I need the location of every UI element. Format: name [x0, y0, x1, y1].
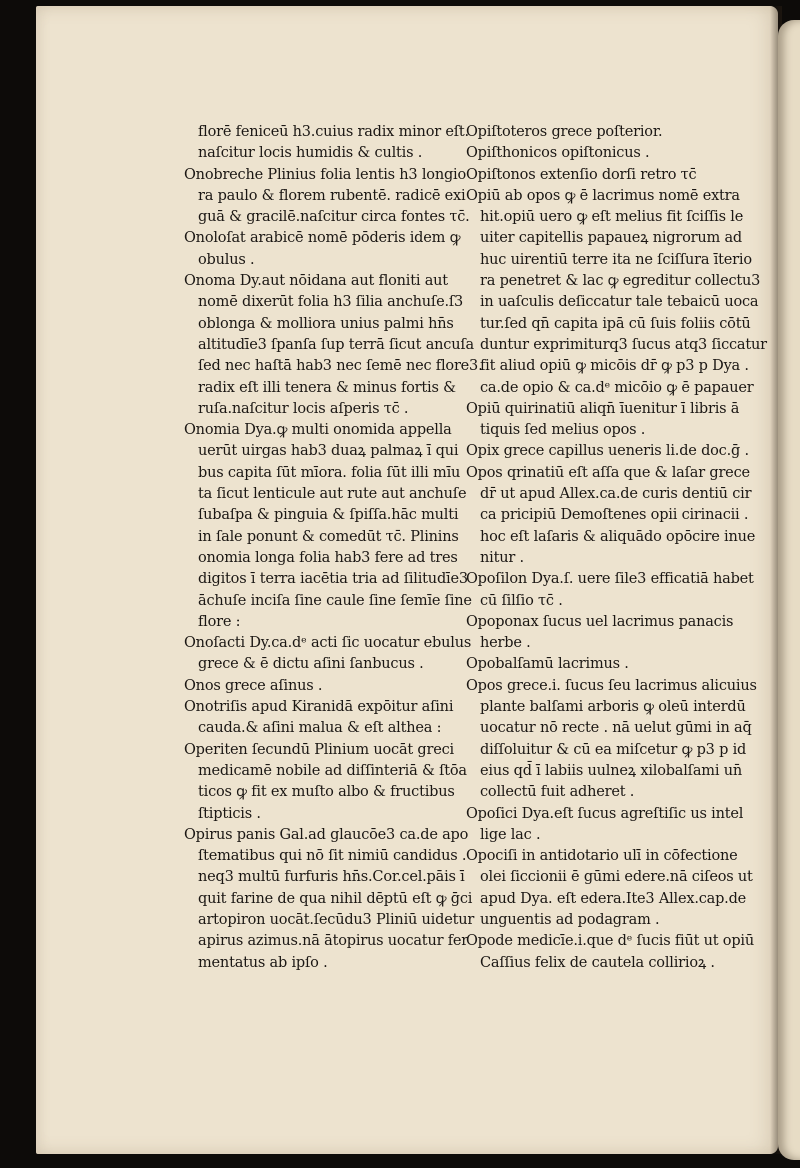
text-line: ca.de opio & ca.dᵉ micōio ꝙ ē papauer [480, 379, 754, 396]
text-line: radix eſt illi tenera & minus fortis & [198, 379, 456, 396]
text-line: grece & ē dictu aſini ſanbucus . [198, 656, 424, 673]
text-line: ca pricipiū Demoſtenes opii cirinacii . [480, 507, 749, 524]
text-line: in ſale ponunt & comedūt τc̄. Plinins [198, 528, 459, 545]
facing-page-edge [778, 20, 800, 1160]
text-line: Opoſici Dya.eſt ſucus agreſtiſic us intel [466, 805, 744, 822]
text-line: guā & gracilē.naſcitur circa fontes τc̄. [198, 209, 470, 226]
text-line: Opos qrinatiū eſt aſſa que & laſar grece [466, 464, 750, 481]
text-line: Opiſtoteros grece poſterior. [466, 124, 663, 140]
text-line: ra penetret & lac ꝙ egreditur collectu3 [480, 273, 761, 290]
text-line: Opode medicīe.i.que dᵉ ſucis fiūt ut opiū [466, 933, 754, 950]
text-line: naſcitur locis humidis & cultis . [198, 145, 423, 162]
text-line: Onoſacti Dy.ca.dᵉ acti ſic uocatur ebulus [184, 635, 472, 652]
text-line: fit aliud opiū ꝙ micōis dr̄ ꝙ p3 p Dya . [480, 358, 749, 375]
text-line: uerūt uirgas hab3 duaꝝ palmaꝝ ī qui [198, 443, 459, 460]
text-line: uocatur nō recte . nā uelut gūmi in aq̄ [480, 720, 752, 737]
text-line: Onobreche Plinius folia lentis h3 longio [184, 166, 467, 183]
text-line: Opix grece capillus ueneris li.de doc.ḡ . [466, 443, 749, 460]
text-line: Opiſthonicos opiſtonicus . [466, 145, 650, 162]
text-line: unguentis ad podagram . [480, 911, 660, 928]
right-text-column [466, 122, 767, 974]
text-line: apirus azimus.nā ātopirus uocatur fer [198, 933, 468, 950]
text-line: apud Dya. eſt edera.Ite3 Allex.cap.de [480, 890, 747, 907]
text-line: ruſa.naſcitur locis aſperis τc̄ . [198, 400, 409, 417]
text-line: in uaſculis deſiccatur tale tebaicū uoca [480, 294, 759, 311]
text-line: Opobalſamū lacrimus . [466, 656, 629, 673]
text-line: Opiū quirinatiū aliqn̄ īuenitur ī libris ā [466, 400, 740, 417]
text-line: medicamē nobile ad diſſinteriā & ſtōa [198, 762, 467, 779]
text-line: Onoma Dy.aut nōidana aut floniti aut [184, 273, 448, 290]
text-line: Opoſilon Dya.ſ. uere ſile3 efficatiā habet [466, 571, 754, 588]
text-line: collectū fuit adheret . [480, 784, 635, 801]
text-line: āchuſe inciſa ſine caule ſine ſemīe ſine [198, 592, 472, 609]
text-line: Opoponax ſucus uel lacrimus panacis [466, 613, 734, 630]
text-line: Opociſi in antidotario ulī in cōfectione [466, 848, 738, 865]
text-line: ra paulo & florem rubentē. radicē exi [198, 187, 466, 204]
text-line: Opiū ab opos ꝙ ē lacrimus nomē extra [466, 187, 740, 204]
text-line: hit.opiū uero ꝙ eſt melius fit ſciſſis le [480, 209, 744, 226]
text-line: nitur . [480, 549, 524, 566]
text-line: ſtipticis . [198, 805, 261, 822]
text-line: neq3 multū furfuris hn̄s.Cor.cel.pāis ī [198, 869, 465, 886]
text-line: bus capita ſūt mīora. folia ſūt illi mīu [198, 464, 461, 481]
text-line: dr̄ ut apud Allex.ca.de curis dentiū cir [480, 486, 752, 503]
text-line: Onotriſis apud Kiranidā expōitur aſini [184, 699, 454, 716]
text-line: Onos grece aſinus . [184, 677, 323, 694]
text-line: oblonga & molliora unius palmi hn̄s [198, 315, 454, 332]
left-text-column [184, 122, 483, 974]
text-line: tiquis ſed melius opos . [480, 422, 646, 439]
text-line: diſſoluitur & cū ea miſcetur ꝙ p3 p id [480, 741, 747, 758]
text-line: quit farine de qua nihil dēptū eſt ꝙ ḡci [198, 890, 473, 907]
text-line: ſed nec haſtā hab3 nec ſemē nec flore3. [198, 358, 483, 375]
text-line: onomia longa folia hab3 fere ad tres [198, 549, 458, 566]
text-line: Opos grece.i. ſucus ſeu lacrimus alicuius [466, 677, 757, 694]
text-line: flore : [198, 613, 241, 630]
text-line: lige lac . [480, 826, 541, 843]
text-line: Onomia Dya.ꝙ multi onomida appella [184, 422, 452, 439]
text-line: ſtematibus qui nō ſit nimiū candidus . [198, 848, 467, 865]
text-line: olei ſiccionii ē gūmi edere.nā ciſeos ut [480, 869, 753, 886]
text-line: Onoloſat arabicē nomē pōderis idem ꝙ [184, 230, 461, 247]
text-line: artopiron uocāt.ſecūdu3 Pliniū uidetur [198, 911, 475, 928]
text-line: uiter capitellis papaueꝝ nigrorum ad [480, 230, 743, 247]
text-line: ta ſicut lenticule aut rute aut anchuſe [198, 486, 467, 503]
text-line: Caſſius felix de cautela colliriοꝝ . [480, 954, 715, 971]
text-line: Operiten ſecundū Plinium uocāt greci [184, 741, 454, 758]
text-line: huc uirentiū terre ita ne ſciſſura īterio [480, 251, 752, 268]
text-line: herbe . [480, 635, 531, 652]
text-line: cū ſilſio τc̄ . [480, 592, 563, 609]
text-line: plante balſami arboris ꝙ oleū interdū [480, 699, 746, 716]
text-line: obulus . [198, 251, 255, 268]
text-line: Opiſtonos extenſio dorſi retro τc̄ [466, 166, 697, 183]
text-line: tur.ſed qn̄ capita ipā cū ſuis foliis cōtū [480, 315, 751, 332]
text-line: ſubaſpa & pinguia & ſpiſſa.hāc multi [198, 507, 459, 524]
text-line: mentatus ab ipſo . [198, 954, 328, 971]
text-line: altitudīe3 ſpanſa ſup terrā ſicut ancuſa [198, 336, 474, 353]
text-line: florē feniceū h3.cuius radix minor eſt. [198, 124, 469, 140]
text-line: Opirus panis Gal.ad glaucōe3 ca.de apo [184, 826, 469, 843]
text-line: duntur exprimiturq3 ſucus atq3 ſiccatur [480, 336, 767, 353]
text-line: digitos ī terra iacētia tria ad ſilitudīe3 [198, 571, 468, 588]
text-line: ticos ꝙ fit ex muſto albo & fructibus [198, 784, 455, 801]
text-line: eius qd̄ ī labiis uulneꝝ xilobalſami un̄ [480, 762, 742, 779]
text-line: hoc eſt laſaris & aliquādo opōcire inue [480, 528, 756, 545]
text-line: cauda.& aſini malua & eſt althea : [198, 720, 442, 737]
text-line: nomē dixerūt folia h3 ſilia anchuſe.ſ3 [198, 294, 464, 311]
